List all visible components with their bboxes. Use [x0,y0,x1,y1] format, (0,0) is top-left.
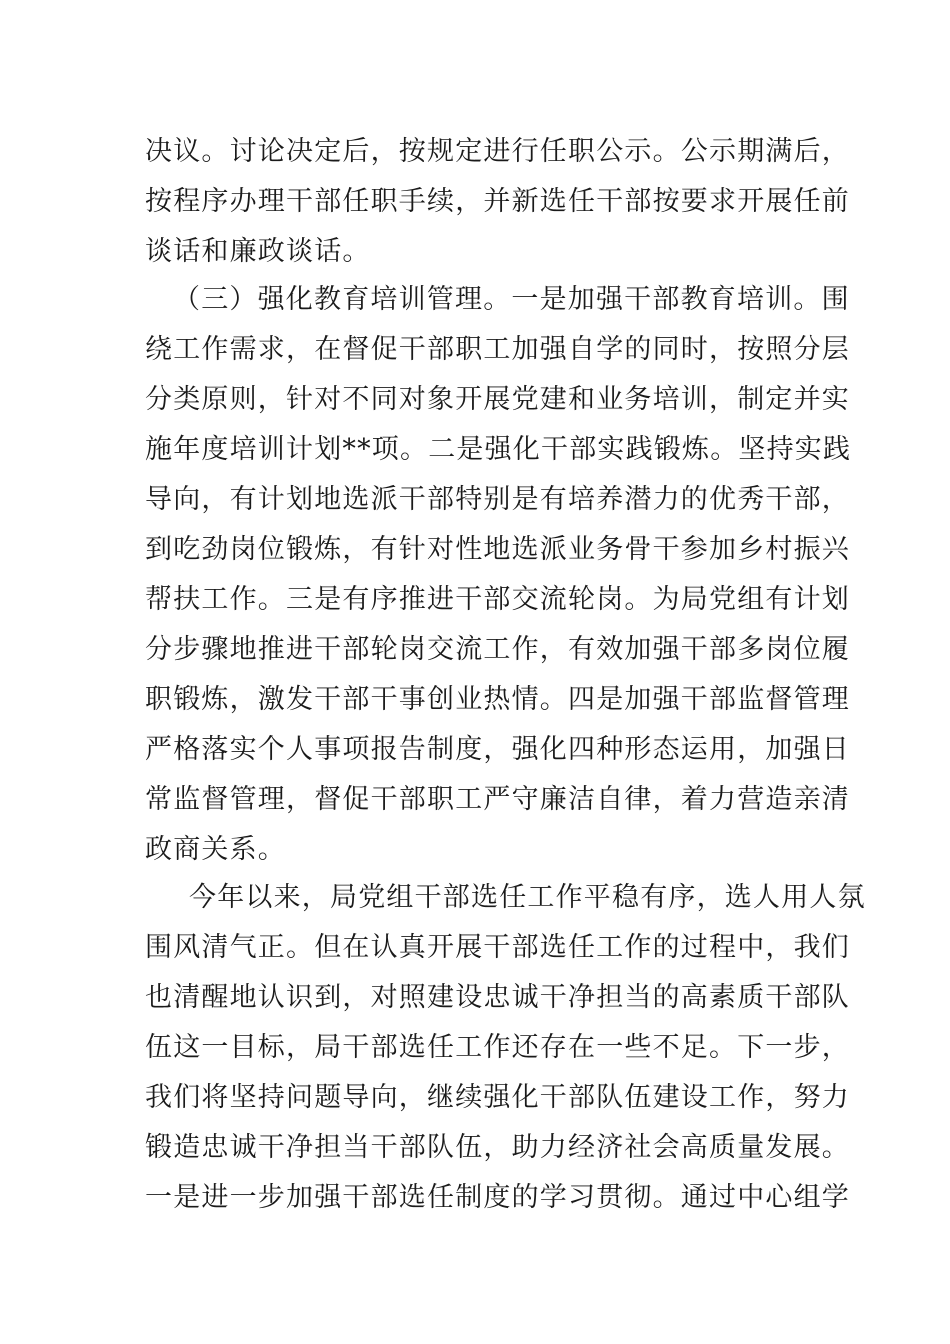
text-line: 施年度培训计划**项。二是强化干部实践锻炼。坚持实践 [145,434,852,465]
text-line: 围风清气正。但在认真开展干部选任工作的过程中，我们 [145,932,850,963]
paragraph-heading-line: （三）强化教育培训管理。一是加强干部教育培训。围 [173,284,850,315]
text-line: 伍这一目标，局干部选任工作还存在一些不足。下一步， [145,1032,850,1063]
text-line: 常监督管理，督促干部职工严守廉洁自律，着力营造亲清 [145,784,850,815]
text-line: 政商关系。 [145,834,286,865]
text-line: 导向，有计划地选派干部特别是有培养潜力的优秀干部， [145,484,850,515]
text-line: 按程序办理干部任职手续，并新选任干部按要求开展任前 [145,186,850,217]
text-line: 谈话和廉政谈话。 [145,236,371,267]
text-line: 分类原则，针对不同对象开展党建和业务培训，制定并实 [145,384,850,415]
text-line: 帮扶工作。三是有序推进干部交流轮岗。为局党组有计划 [145,584,850,615]
text-line: 锻造忠诚干净担当干部队伍，助力经济社会高质量发展。 [145,1132,850,1163]
paragraph-first-line: 今年以来，局党组干部选任工作平稳有序，选人用人氛 [189,882,866,913]
text-line: 分步骤地推进干部轮岗交流工作，有效加强干部多岗位履 [145,634,850,665]
text-line: 到吃劲岗位锻炼，有针对性地选派业务骨干参加乡村振兴 [145,534,850,565]
text-line: 一是进一步加强干部选任制度的学习贯彻。通过中心组学 [145,1182,850,1213]
text-line: 严格落实个人事项报告制度，强化四种形态运用，加强日 [145,734,850,765]
text-line: 我们将坚持问题导向，继续强化干部队伍建设工作，努力 [145,1082,850,1113]
text-line: 绕工作需求，在督促干部职工加强自学的同时，按照分层 [145,334,850,365]
text-line: 职锻炼，激发干部干事创业热情。四是加强干部监督管理 [145,684,850,715]
text-line: 也清醒地认识到，对照建设忠诚干净担当的高素质干部队 [145,982,850,1013]
text-line: 决议。讨论决定后，按规定进行任职公示。公示期满后， [145,136,850,167]
